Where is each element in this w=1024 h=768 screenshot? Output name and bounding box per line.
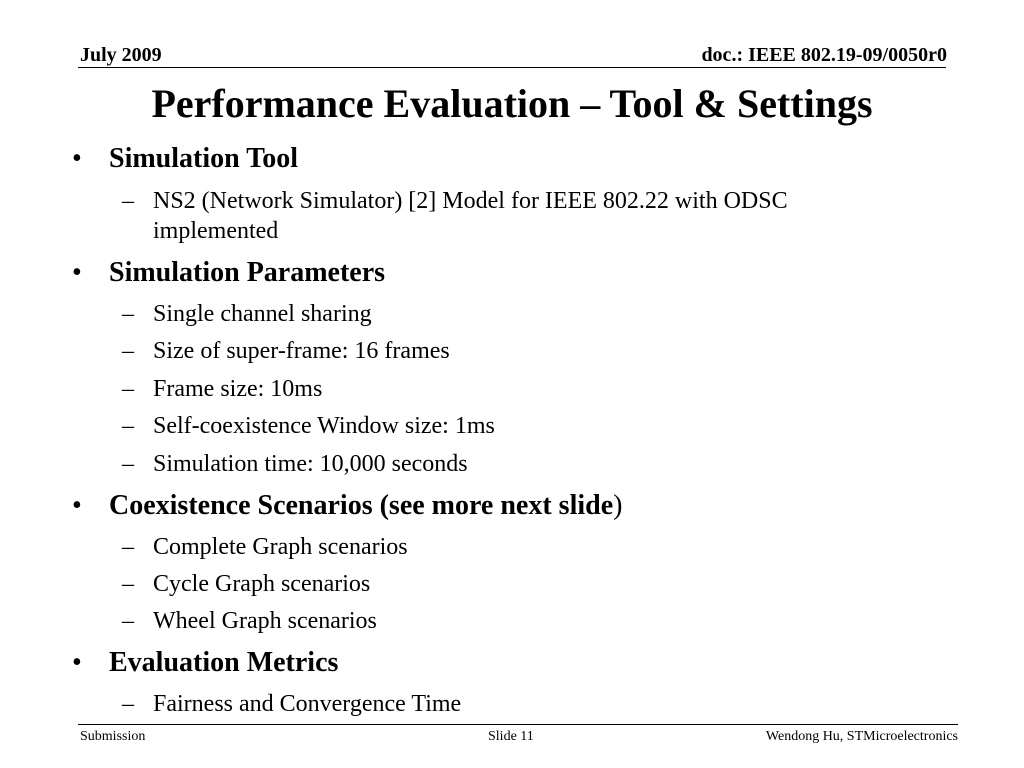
header-date: July 2009 [80, 44, 162, 66]
dash-icon: – [122, 413, 134, 439]
dash-icon: – [122, 376, 134, 402]
section-heading: Simulation Parameters [109, 257, 386, 288]
dash-icon: – [122, 571, 134, 597]
sub-item-text: implemented [153, 218, 279, 244]
sub-item-text: Complete Graph scenarios [153, 534, 408, 560]
footer-slide-number: Slide 11 [488, 729, 534, 744]
header-doc-id: doc.: IEEE 802.19-09/0050r0 [701, 44, 947, 66]
footer-rule [78, 724, 958, 725]
section-heading: Evaluation Metrics [109, 647, 339, 678]
bullet-icon: • [72, 490, 82, 521]
dash-icon: – [122, 338, 134, 364]
sub-item-text: Cycle Graph scenarios [153, 571, 371, 597]
dash-icon: – [122, 188, 134, 214]
bullet-icon: • [72, 143, 82, 174]
footer-author: Wendong Hu, STMicroelectronics [765, 729, 958, 744]
slide-title: Performance Evaluation – Tool & Settings [151, 81, 873, 126]
section-heading [109, 489, 622, 523]
footer-submission: Submission [80, 729, 146, 744]
sub-item-text: Frame size: 10ms [153, 376, 323, 402]
bullet-icon: • [72, 647, 82, 678]
section-heading: Simulation Tool [109, 143, 299, 174]
dash-icon: – [122, 608, 134, 634]
dash-icon: – [122, 301, 134, 327]
sub-item-text: Size of super-frame: 16 frames [153, 338, 450, 364]
section-heading-text: Coexistence Scenarios (see more next slide [109, 490, 614, 521]
section-heading-tail: ) [613, 490, 623, 521]
sub-item-text: Simulation time: 10,000 seconds [153, 451, 468, 477]
sub-item-text: Single channel sharing [153, 301, 372, 327]
dash-icon: – [122, 691, 134, 717]
dash-icon: – [122, 451, 134, 477]
dash-icon: – [122, 534, 134, 560]
sub-item-text: Wheel Graph scenarios [153, 608, 377, 634]
sub-item-text: Self-coexistence Window size: 1ms [153, 413, 495, 439]
sub-item-text: NS2 (Network Simulator) [2] Model for IEEE 802.22 with ODSC [153, 188, 788, 214]
bullet-icon: • [72, 257, 82, 288]
sub-item-text: Fairness and Convergence Time [153, 691, 462, 717]
